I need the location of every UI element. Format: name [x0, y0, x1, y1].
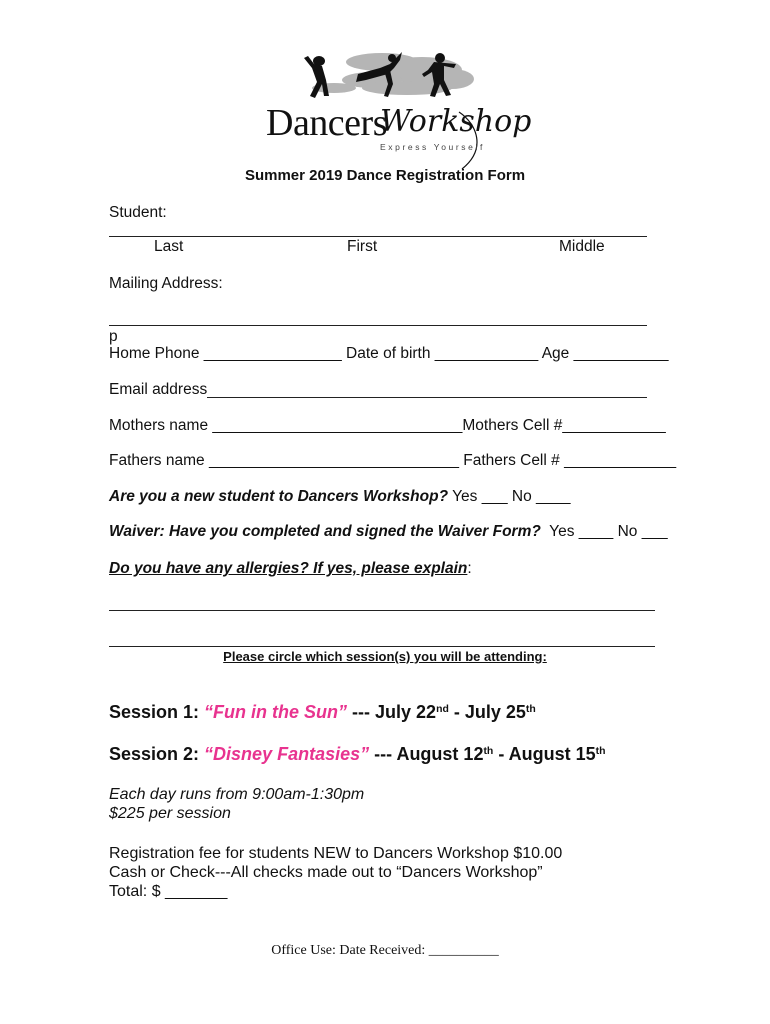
- logo-tagline: Express Yourself: [380, 142, 485, 152]
- mailing-address-label: Mailing Address:: [109, 275, 223, 292]
- fathers-row: [109, 452, 676, 470]
- stray-character: p: [109, 328, 118, 345]
- waiver-yes-field[interactable]: ____: [578, 523, 614, 540]
- session-2-dates-end: - August 15: [493, 744, 596, 764]
- waiver-no-label: No: [617, 523, 638, 540]
- new-student-no-label: No: [511, 488, 532, 505]
- new-student-question: Are you a new student to Dancers Workshop?: [109, 488, 449, 505]
- home-phone-field[interactable]: ________________: [203, 345, 342, 362]
- phone-dob-age-row: [109, 345, 668, 363]
- new-student-yes-field[interactable]: ___: [481, 488, 508, 505]
- mothers-name-field[interactable]: _____________________________: [212, 417, 463, 434]
- fathers-name-label: Fathers name: [109, 452, 205, 469]
- session-2-sup-start: th: [483, 745, 494, 757]
- office-use-footer: Office Use: Date Received: __________: [271, 943, 499, 958]
- session-1-dates-start: --- July 22: [347, 702, 437, 722]
- allergies-field-line-2[interactable]: [109, 646, 655, 647]
- last-name-caption: Last: [154, 238, 184, 255]
- date-of-birth-field[interactable]: ____________: [434, 345, 539, 362]
- date-of-birth-label: Date of birth: [346, 345, 431, 362]
- waiver-question: Waiver: Have you completed and signed the Waiver Form?: [109, 523, 541, 540]
- session-2-name: “Disney Fantasies”: [204, 744, 370, 764]
- total-label: Total: $: [109, 883, 161, 900]
- registration-fee-text: Registration fee for students NEW to Dancers Workshop $10.00: [109, 845, 563, 862]
- allergies-question: Do you have any allergies? If yes, please explain: [109, 560, 468, 577]
- session-1-prefix: Session 1:: [109, 702, 205, 722]
- student-name-field[interactable]: [109, 236, 647, 237]
- middle-name-caption: Middle: [559, 238, 605, 255]
- session-1[interactable]: [109, 702, 536, 723]
- mailing-address-field[interactable]: [109, 325, 647, 326]
- logo-workshop-text: Workshop: [380, 104, 532, 139]
- form-title: Summer 2019 Dance Registration Form: [244, 167, 526, 184]
- fathers-name-field[interactable]: _____________________________: [208, 452, 459, 469]
- mothers-row: [109, 417, 666, 435]
- payment-text: Cash or Check---All checks made out to “Dancers Workshop”: [109, 864, 543, 881]
- total-row: [109, 883, 227, 901]
- email-label: Email address: [109, 381, 208, 398]
- session-2-dates-start: --- August 12: [369, 744, 484, 764]
- session-2-prefix: Session 2:: [109, 744, 205, 764]
- email-field[interactable]: [207, 397, 647, 398]
- schedule-hours: Each day runs from 9:00am-1:30pm: [109, 786, 365, 803]
- logo-dancers-text: Dancers: [266, 102, 387, 144]
- allergies-field-line-1[interactable]: [109, 610, 655, 611]
- first-name-caption: First: [347, 238, 378, 255]
- new-student-row: [109, 488, 571, 506]
- session-1-sup-end: th: [525, 703, 536, 715]
- waiver-no-field[interactable]: ___: [641, 523, 668, 540]
- session-1-sup-start: nd: [436, 703, 449, 715]
- age-label: Age: [541, 345, 570, 362]
- allergies-row: [109, 560, 472, 578]
- session-1-dates-end: - July 25: [448, 702, 526, 722]
- session-2[interactable]: [109, 744, 606, 765]
- waiver-row: [109, 523, 668, 541]
- mothers-name-label: Mothers name: [109, 417, 209, 434]
- student-label: Student:: [109, 204, 167, 221]
- total-field[interactable]: _______: [165, 883, 228, 900]
- mothers-cell-field[interactable]: ____________: [562, 417, 666, 434]
- new-student-yes-label: Yes: [452, 488, 478, 505]
- allergies-colon: :: [467, 560, 472, 577]
- dancers-workshop-logo: [262, 44, 532, 169]
- session-instruction: Please circle which session(s) you will be attending:: [223, 649, 547, 664]
- session-2-sup-end: th: [595, 745, 606, 757]
- mothers-cell-label: Mothers Cell #: [462, 417, 563, 434]
- schedule-price: $225 per session: [109, 805, 231, 822]
- new-student-no-field[interactable]: ____: [536, 488, 571, 505]
- home-phone-label: Home Phone: [109, 345, 200, 362]
- fathers-cell-field[interactable]: _____________: [564, 452, 677, 469]
- waiver-yes-label: Yes: [549, 523, 575, 540]
- age-field[interactable]: ___________: [573, 345, 669, 362]
- session-1-name: “Fun in the Sun”: [204, 702, 348, 722]
- fathers-cell-label: Fathers Cell #: [463, 452, 560, 469]
